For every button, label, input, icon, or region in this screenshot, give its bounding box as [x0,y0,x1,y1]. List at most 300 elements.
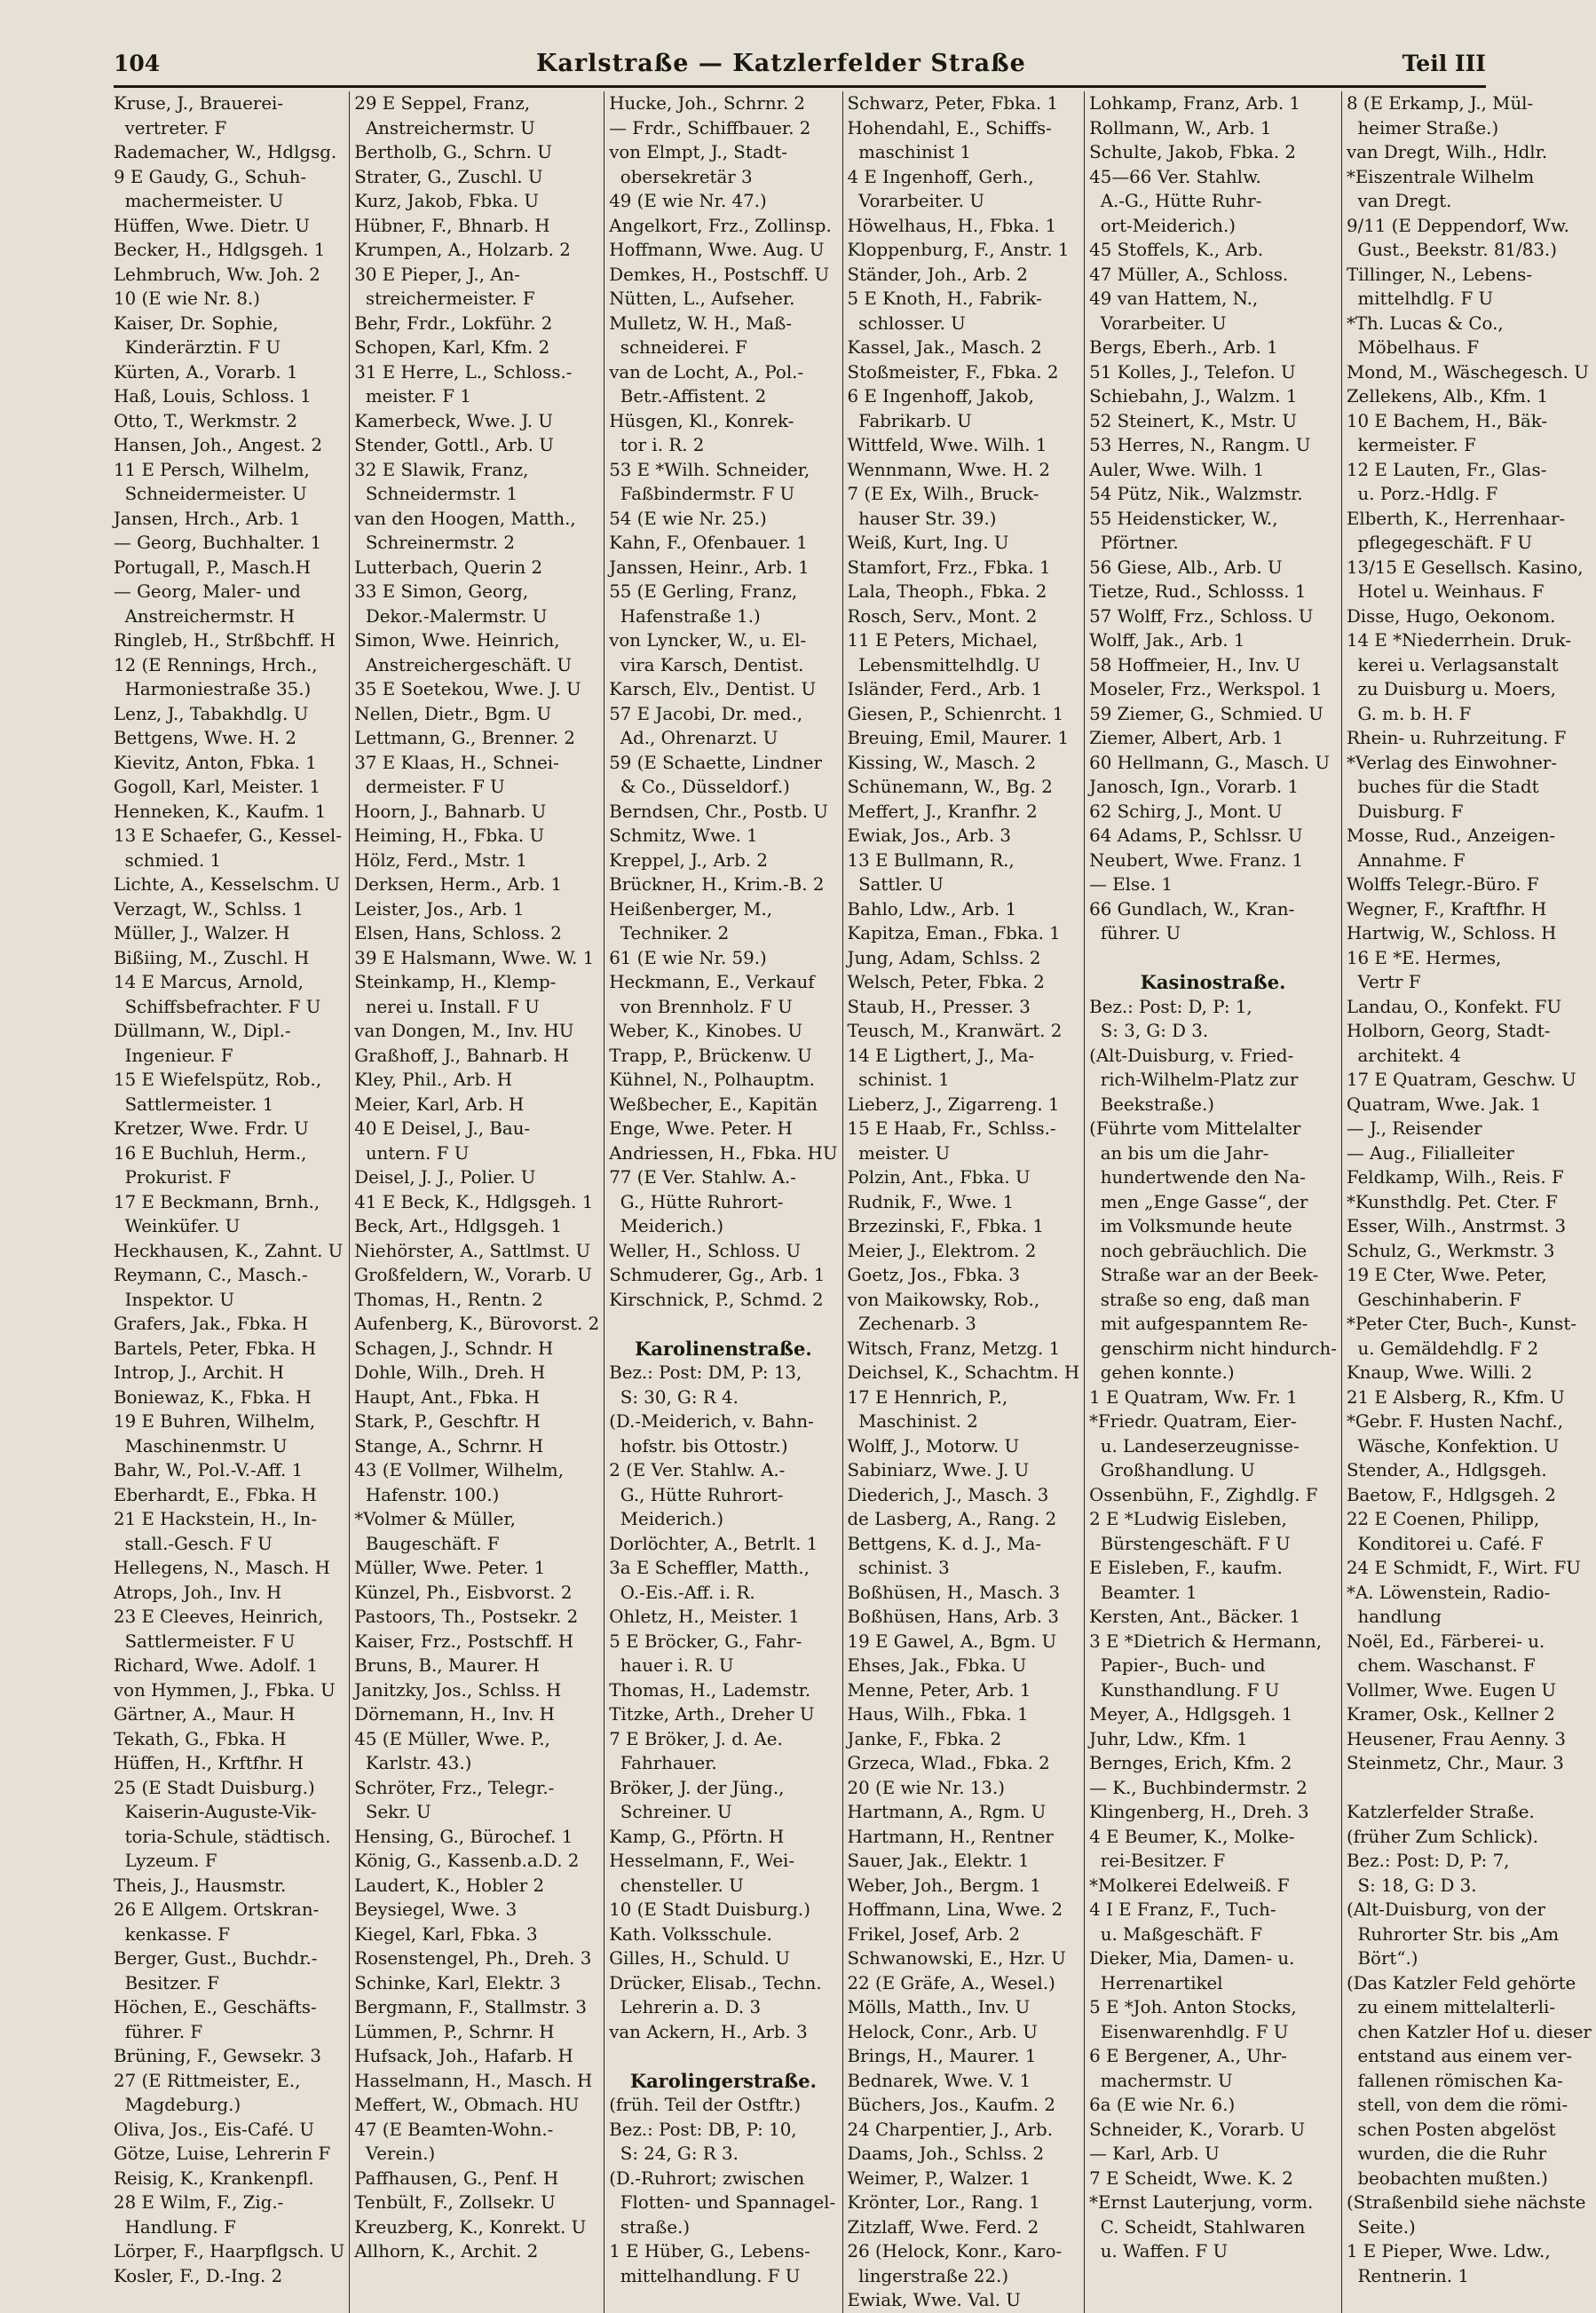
directory-entry: van Dregt. [1346,191,1452,211]
directory-entry: Wennmann, Wwe. H. 2 [847,459,1050,480]
directory-entry: 1 E Pieper, Wwe. Ldw., [1346,2241,1551,2262]
directory-entry: 56 Giese, Alb., Arb. U [1089,557,1283,578]
directory-entry: Laudert, K., Hobler 2 [354,1875,545,1896]
directory-entry: Kühnel, N., Polhauptm. [609,1070,815,1090]
directory-entry: Müller, Wwe. Peter. 1 [354,1558,546,1578]
directory-entry: S: 30, G: R 4. [609,1386,739,1408]
directory-entry: pflegegeschäft. F U [1346,533,1533,553]
directory-entry: *Ernst Lauterjung, vorm. [1089,2192,1314,2213]
directory-entry: streichermeister. F [354,288,535,309]
directory-entry: Breuing, Emil, Maurer. 1 [847,728,1070,748]
directory-entry: Zitzlaff, Wwe. Ferd. 2 [847,2216,1039,2238]
directory-entry: architekt. 4 [1346,1045,1461,1066]
directory-entry: Deisel, J. J., Polier. U [354,1167,536,1188]
directory-entry: untern. F U [354,1142,470,1164]
directory-entry: Beamter. 1 [1089,1582,1197,1603]
directory-entry: stell, von dem die römi- [1346,2095,1568,2115]
directory-entry [609,2044,837,2069]
directory-entry: Sattlermeister. 1 [114,1093,274,1115]
directory-entry: Schünemann, W., Bg. 2 [847,777,1053,797]
directory-entry: — Georg, Buchhalter. 1 [114,533,322,553]
directory-entry: Hübner, F., Bhnarb. H [354,215,550,236]
directory-entry: Graßhoff, J., Bahnarb. H [354,1045,569,1066]
directory-entry: 5 E Bröcker, G., Fahr- [609,1630,802,1652]
directory-entry: hauser Str. 39.) [847,508,997,529]
directory-entry: Lyzeum. F [114,1851,217,1871]
directory-entry: 12 E Lauten, Fr., Glas- [1346,459,1547,480]
directory-entry: Brzezinski, F., Fbka. 1 [847,1216,1045,1236]
directory-entry: ort-Meiderich.) [1089,215,1236,236]
directory-entry: A.-G., Hütte Ruhr- [1089,191,1262,211]
directory-entry: — J., Reisender [1346,1118,1482,1139]
directory-entry: 41 E Beck, K., Hdlgsgeh. 1 [354,1191,594,1212]
directory-entry: Maschinist. 2 [847,1411,978,1432]
directory-entry: Bahlo, Ldw., Arb. 1 [847,898,1017,920]
directory-entry: Kamerbeck, Wwe. J. U [354,410,553,431]
directory-entry: *Molkerei Edelweiß. F [1089,1875,1290,1896]
directory-entry: im Volksmunde heute [1089,1216,1292,1236]
directory-entry: Schiffsbefrachter. F U [114,996,321,1017]
directory-entry: Weber, Joh., Bergm. 1 [847,1875,1041,1896]
directory-entry: Kersten, Ant., Bäcker. 1 [1089,1606,1301,1627]
directory-entry: Schiebahn, J., Walzm. 1 [1089,386,1298,407]
directory-entry: Heiming, H., Fbka. U [354,825,545,846]
directory-entry: 24 E Schmidt, F., Wirt. FU [1346,1558,1581,1578]
directory-entry: Bertholb, G., Schrn. U [354,142,552,162]
directory-entry: an bis um die Jahr- [1089,1142,1269,1164]
directory-entry: *Th. Lucas & Co., [1346,312,1504,334]
directory-entry: Hohendahl, E., Schiffs- [847,117,1052,138]
directory-entry: Sattlermeister. F U [114,1630,296,1652]
directory-entry [609,1312,837,1337]
directory-entry: E Eisleben, F., kaufm. [1089,1558,1283,1578]
directory-entry: dermeister. F U [354,777,505,797]
directory-entry: Wolffs Telegr.-Büro. F [1346,874,1539,895]
directory-entry: schlosser. U [847,312,966,334]
directory-entry: Duisburg. F [1346,801,1464,822]
directory-entry: Kinderärztin. F U [114,337,281,358]
directory-entry: *Gebr. F. Husten Nachf., [1346,1411,1564,1432]
directory-entry: 47 (E Beamten-Wohn.- [354,2119,554,2140]
directory-entry: Hüffen, H., Krftfhr. H [114,1753,304,1773]
directory-entry: Kurz, Jakob, Fbka. U [354,191,540,211]
directory-entry: Magdeburg.) [114,2095,241,2115]
directory-entry: 3a E Scheffler, Matth., [609,1558,810,1578]
directory-entry: 16 E Buchluh, Herm., [114,1142,307,1164]
directory-entry: de Lasberg, A., Rang. 2 [847,1509,1057,1529]
directory-entry: Baetow, F., Hdlgsgeh. 2 [1346,1484,1556,1505]
directory-entry: Schopen, Karl, Kfm. 2 [354,337,550,358]
directory-entry: Heckmann, E., Verkauf [609,972,815,992]
directory-entry: hauer i. R. U [609,1655,734,1676]
directory-entry: 2 E *Ludwig Eisleben, [1089,1509,1287,1529]
directory-entry: S: 24, G: R 3. [609,2143,739,2164]
directory-entry: meister. F 1 [354,386,471,407]
directory-entry: — Karl, Arb. U [1089,2143,1220,2164]
directory-entry: Anstreichermstr. U [354,117,535,138]
directory-entry: 11 E Persch, Wilhelm, [114,459,310,480]
directory-entry: lingerstraße 22.) [847,2265,1009,2286]
directory-entry: Hüffen, Wwe. Dietr. U [114,215,310,236]
directory-entry: 4 E Ingenhoff, Gerh., [847,166,1034,187]
directory-entry: Janosch, Ign., Vorarb. 1 [1089,777,1300,797]
directory-entry: Neubert, Wwe. Franz. 1 [1089,849,1304,871]
directory-entry: 57 Wolff, Frz., Schloss. U [1089,605,1314,627]
directory-entry: Hufsack, Joh., Hafarb. H [354,2046,573,2066]
directory-entry: 9 E Gaudy, G., Schuh- [114,166,307,187]
directory-entry: Stange, A., Schrnr. H [354,1435,544,1456]
directory-entry: Verzagt, W., Schlss. 1 [114,898,304,920]
directory-entry: Grafers, Jak., Fbka. H [114,1314,308,1334]
directory-entry: van Ackern, H., Arb. 3 [609,2021,808,2042]
directory-entry: 17 E Beckmann, Brnh., [114,1191,320,1212]
directory-entry: u. Gemäldehdlg. F 2 [1346,1338,1539,1359]
directory-entry: 10 (E Stadt Duisburg.) [609,1899,810,1920]
directory-entry: 7 E Scheidt, Wwe. K. 2 [1089,2167,1293,2189]
directory-entry: Kapitza, Eman., Fbka. 1 [847,923,1061,943]
directory-entry: Schmuderer, Gg., Arb. 1 [609,1265,826,1285]
directory-entry: 53 Herres, N., Rangm. U [1089,435,1311,455]
directory-entry: Heusener, Frau Aenny. 3 [1346,1728,1566,1749]
directory-entry: Helock, Conr., Arb. U [847,2021,1038,2042]
directory-entry: Isländer, Ferd., Arb. 1 [847,679,1043,699]
directory-entry: 7 (E Ex, Wilh., Bruck- [847,484,1039,504]
directory-entry: Schinke, Karl, Elektr. 3 [354,1972,561,1993]
directory-entry: 30 E Pieper, J., An- [354,264,520,285]
directory-entry: führer. F [114,2021,203,2042]
directory-entry: Lehmbruch, Ww. Joh. 2 [114,264,320,285]
directory-entry: genschirm nicht hindurch- [1089,1338,1337,1359]
directory-entry: Brings, H., Maurer. 1 [847,2046,1037,2066]
directory-entry [1089,946,1337,971]
directory-entry: Rentnerin. 1 [1346,2265,1469,2286]
directory-entry: Boßhüsen, H., Masch. 3 [847,1582,1061,1603]
directory-entry: straße so eng, daß man [1089,1289,1310,1310]
directory-entry: Brüning, F., Gewsekr. 3 [114,2046,322,2066]
directory-entry: Lörper, F., Haarpflgsch. U [114,2241,345,2262]
directory-entry: van Dongen, M., Inv. HU [354,1021,574,1041]
directory-entry: Schneider, K., Vorarb. U [1089,2119,1306,2140]
directory-entry: Theis, J., Hausmstr. [114,1875,287,1896]
directory-entry: Niehörster, A., Sattlmst. U [354,1240,591,1261]
directory-entry: Ewiak, Wwe. Val. U [847,2290,1021,2310]
directory-entry: 58 Hoffmeier, H., Inv. U [1089,654,1300,675]
directory-entry: Ohletz, H., Meister. 1 [609,1606,800,1627]
directory-entry: kerei u. Verlagsanstalt [1346,654,1559,675]
directory-entry: Pastoors, Th., Postsekr. 2 [354,1606,579,1627]
directory-entry: 31 E Herre, L., Schloss.- [354,361,573,383]
directory-entry: 15 E Haab, Fr., Schlss.- [847,1118,1056,1139]
directory-entry: Enge, Wwe. Peter. H [609,1118,793,1139]
directory-entry: — Else. 1 [1089,874,1173,895]
directory-entry: *Eiszentrale Wilhelm [1346,166,1535,187]
directory-entry: Gust., Beekstr. 81/83.) [1346,240,1557,260]
directory-entry: Schreiner. U [609,1802,732,1822]
directory-entry: Bahr, W., Pol.-V.-Aff. 1 [114,1460,304,1480]
directory-column-3 [604,91,841,2313]
directory-entry: Haupt, Ant., Fbka. H [354,1386,541,1408]
directory-entry: S: 18, G: D 3. [1346,1875,1477,1896]
directory-entry: Bez.: Post: D, P: 7, [1346,1851,1510,1871]
directory-entry: 39 E Halsmann, Wwe. W. 1 [354,947,595,968]
directory-entry: Rademacher, W., Hdlgsg. [114,142,337,162]
directory-entry: *Verlag des Einwohner- [1346,752,1558,773]
directory-entry: Gärtner, A., Maur. H [114,1704,296,1725]
directory-entry: Heckhausen, K., Zahnt. U [114,1240,344,1261]
directory-entry: Lettmann, G., Brenner. 2 [354,728,575,748]
directory-entry: Stender, Gottl., Arb. U [354,435,554,455]
directory-entry: 53 E *Wilh. Schneider, [609,459,810,480]
directory-column-5 [1084,91,1341,2313]
directory-entry: Bettgens, K. d. J., Ma- [847,1533,1042,1554]
directory-entry: Krönter, Lor., Rang. 1 [847,2192,1040,2213]
directory-entry: Großfeldern, W., Vorarb. U [354,1265,592,1285]
directory-entry: Stark, P., Geschftr. H [354,1411,541,1432]
directory-entry: 55 (E Gerling, Franz, [609,581,798,602]
directory-entry: Deichsel, K., Schachtm. H [847,1362,1080,1383]
directory-entry: Kassel, Jak., Masch. 2 [847,337,1042,358]
directory-entry: Wolff, J., Motorw. U [847,1435,1020,1456]
directory-entry: (Das Katzler Feld gehörte [1346,1972,1576,1993]
directory-entry: Hotel u. Weinhaus. F [1346,581,1545,602]
directory-entry: Bröker, J. der Jüng., [609,1777,785,1798]
directory-entry: Diederich, J., Masch. 3 [847,1484,1049,1505]
directory-entry: Kreuzberg, K., Konrekt. U [354,2216,587,2238]
directory-entry: Höchen, E., Geschäfts- [114,1997,317,2017]
directory-entry: 60 Hellmann, G., Masch. U [1089,752,1331,773]
directory-entry: Frikel, Josef, Arb. 2 [847,1923,1021,1945]
directory-entry: Zechenarb. 3 [847,1314,976,1334]
directory-entry: (Führte vom Mittelalter [1089,1118,1301,1139]
directory-entry: Wittfeld, Wwe. Wilh. 1 [847,435,1047,455]
directory-entry: (D.-Meiderich, v. Bahn- [609,1411,814,1432]
directory-entry: Vertr F [1346,972,1421,992]
directory-entry: Mosse, Rud., Anzeigen- [1346,825,1556,846]
directory-entry: Hoffmann, Lina, Wwe. 2 [847,1899,1063,1920]
directory-entry: kenkasse. F [114,1923,231,1945]
directory-entry: Elberth, K., Herrenhaar- [1346,508,1566,529]
directory-entry: Stamfort, Frz., Fbka. 1 [847,557,1051,578]
directory-entry: 55 Heidensticker, W., [1089,508,1278,529]
directory-entry: G. m. b. H. F [1346,703,1472,724]
directory-entry: Meier, Karl, Arb. H [354,1093,525,1115]
directory-entry: u. Porz.-Hdlg. F [1346,484,1498,504]
directory-entry: 10 E Bachem, H., Bäk- [1346,410,1548,431]
directory-entry: von Maikowsky, Rob., [847,1289,1040,1310]
directory-entry: von Lyncker, W., u. El- [609,630,807,651]
directory-entry: Eberhardt, E., Fbka. H [114,1484,317,1505]
directory-entry: — Frdr., Schiffbauer. 2 [609,117,811,138]
directory-entry: Nellen, Dietr., Bgm. U [354,703,552,724]
directory-entry: Meiderich.) [609,1216,724,1236]
directory-entry: (früher Zum Schlick). [1346,1826,1538,1847]
directory-entry: Kramer, Osk., Kellner 2 [1346,1704,1555,1725]
directory-entry: toria-Schule, städtisch. [114,1826,331,1847]
directory-entry: 6 E Ingenhoff, Jakob, [847,386,1034,407]
directory-entry: Giesen, P., Schienrcht. 1 [847,703,1064,724]
directory-entry: Sauer, Jak., Elektr. 1 [847,1851,1030,1871]
directory-entry: Müller, J., Walzer. H [114,923,290,943]
directory-entry: wurden, die die Ruhr [1346,2143,1547,2164]
directory-entry: Bez.: Post: DB, P: 10, [609,2119,797,2140]
directory-entry: Verein.) [354,2143,436,2164]
directory-entry: Weber, K., Kinobes. U [609,1021,803,1041]
directory-entry: von Brennholz. F U [609,996,793,1017]
directory-entry: König, G., Kassenb.a.D. 2 [354,1851,580,1871]
directory-entry: 1 E Quatram, Ww. Fr. 1 [1089,1386,1298,1408]
directory-entry: Kunsthandlung. F U [1089,1679,1280,1701]
directory-entry: Lieberz, J., Zigarreng. 1 [847,1093,1060,1115]
directory-entry: Bürstengeschäft. F U [1089,1533,1291,1554]
directory-entry: Introp, J., Archit. H [114,1362,285,1383]
directory-entry: Betr.-Affistent. 2 [609,386,767,407]
directory-entry: 12 (E Rennings, Hrch., [114,654,318,675]
directory-entry: Kley, Phil., Arb. H [354,1070,512,1090]
directory-entry: — Georg, Maler- und [114,581,301,602]
directory-entry: Andriessen, H., Fbka. HU [609,1142,838,1164]
directory-entry: 7 E Bröker, J. d. Ae. [609,1728,783,1749]
page-header [114,50,1486,88]
directory-entry: Strater, G., Zuschl. U [354,166,543,187]
directory-entry: Richard, Wwe. Adolf. 1 [114,1655,319,1676]
directory-entry: Ringleb, H., Strßbchff. H [114,630,336,651]
directory-entry: *Kunsthdlg. Pet. Cter. F [1346,1191,1558,1212]
directory-entry: 8 (E Erkamp, J., Mül- [1346,93,1534,114]
directory-entry: Beysiegel, Wwe. 3 [354,1899,518,1920]
directory-entry: Schwanowski, E., Hzr. U [847,1948,1066,1969]
directory-entry: 49 (E wie Nr. 47.) [609,191,767,211]
directory-entry: Nütten, L., Aufseher. [609,288,795,309]
directory-entry: Papier-, Buch- und [1089,1655,1266,1676]
directory-entry: Berger, Gust., Buchdr.- [114,1948,318,1969]
directory-entry: Maschinenmstr. U [114,1435,288,1456]
directory-entry: Lümmen, P., Schrnr. H [354,2021,555,2042]
directory-entry: Kissing, W., Masch. 2 [847,752,1037,773]
directory-entry: tor i. R. 2 [609,435,705,455]
directory-entry: Schreinermstr. 2 [354,533,515,553]
directory-entry: Dörnemann, H., Inv. H [354,1704,555,1725]
directory-entry: Lichte, A., Kesselschm. U [114,874,340,895]
directory-entry: Lala, Theoph., Fbka. 2 [847,581,1047,602]
directory-entry: Weinküfer. U [114,1216,241,1236]
directory-entry: Sattler. U [847,874,944,895]
directory-entry: *Friedr. Quatram, Eier- [1089,1411,1297,1432]
directory-entry: Haus, Wilh., Fbka. 1 [847,1704,1029,1725]
directory-entry: Hafenstraße 1.) [609,605,761,627]
directory-entry: Aufenberg, K., Bürovorst. 2 [354,1314,600,1334]
directory-entry: Drücker, Elisab., Techn. [609,1972,822,1993]
directory-entry: straße.) [609,2216,691,2238]
directory-entry: Bißiing, M., Zuschl. H [114,947,310,968]
directory-entry: Brückner, H., Krim.-B. 2 [609,874,825,895]
directory-entry: 13 E Bullmann, R., [847,849,1015,871]
directory-entry: gehen konnte.) [1089,1362,1235,1383]
directory-entry: Reymann, C., Masch.- [114,1265,308,1285]
directory-entry: hundertwende den Na- [1089,1167,1306,1188]
directory-entry: obersekretär 3 [609,166,753,187]
directory-entry: 37 E Klaas, H., Schnei- [354,752,559,773]
directory-entry: 21 E Alsberg, R., Kfm. U [1346,1386,1565,1408]
directory-entry: Bergs, Eberh., Arb. 1 [1089,337,1278,358]
directory-entry: (D.-Ruhrort; zwischen [609,2167,805,2189]
directory-entry: 54 Pütz, Nik., Walzmstr. [1089,484,1303,504]
directory-entry: men „Enge Gasse“, der [1089,1191,1308,1212]
directory-entry: 33 E Simon, Georg, [354,581,529,602]
directory-entry: Hensing, G., Bürochef. 1 [354,1826,573,1847]
directory-entry: Atrops, Joh., Inv. H [114,1582,282,1603]
directory-entry: 66 Gundlach, W., Kran- [1089,898,1295,920]
directory-entry: stall.-Gesch. F U [114,1533,273,1554]
directory-entry: vertreter. F [114,117,227,138]
directory-entry: Sekr. U [354,1802,431,1822]
directory-entry: 11 E Peters, Michael, [847,630,1039,651]
directory-entry: Hölz, Ferd., Mstr. 1 [354,849,527,871]
directory-entry: Kreppel, J., Arb. 2 [609,849,768,871]
directory-entry: Zellekens, Alb., Kfm. 1 [1346,386,1549,407]
directory-entry: 45 (E Müller, Wwe. P., [354,1728,550,1749]
directory-entry: maschinist 1 [847,142,971,162]
directory-entry: C. Scheidt, Stahlwaren [1089,2216,1306,2238]
directory-entry: Kruse, J., Brauerei- [114,93,284,114]
directory-entry: entstand aus einem ver- [1346,2046,1573,2066]
street-heading: Karolingerstraße. [629,2069,817,2092]
directory-entry: 5 E Knoth, H., Fabrik- [847,288,1042,309]
directory-entry: Rosenstengel, Ph., Dreh. 3 [354,1948,592,1969]
directory-entry: Mölls, Matth., Inv. U [847,1997,1031,2017]
directory-entry: Dohle, Wilh., Dreh. H [354,1362,546,1383]
directory-entry: vira Karsch, Dentist. [609,654,804,675]
directory-entry: Schulz, G., Werkmstr. 3 [1346,1240,1555,1261]
directory-entry: Seite.) [1346,2216,1416,2238]
directory-entry: 13 E Schaefer, G., Kessel- [114,825,342,846]
directory-entry: Kaiser, Dr. Sophie, [114,312,279,334]
directory-entry: Straße war an der Beek- [1089,1265,1319,1285]
directory-entry: Ingenieur. F [114,1045,233,1066]
directory-column-4 [842,91,1085,2313]
directory-entry: Teusch, M., Kranwärt. 2 [847,1021,1063,1041]
directory-entry: u. Waffen. F U [1089,2241,1229,2262]
directory-entry: Rollmann, W., Arb. 1 [1089,117,1272,138]
directory-entry: 6 E Bergener, A., Uhr- [1089,2046,1287,2066]
directory-entry: Ständer, Joh., Arb. 2 [847,264,1028,285]
directory-entry: Mond, M., Wäschegesch. U [1346,361,1589,383]
directory-entry: Esser, Wilh., Anstrmst. 3 [1346,1216,1567,1236]
directory-entry: Düllmann, W., Dipl.- [114,1021,291,1041]
directory-entry: Götze, Luise, Lehrerin F [114,2143,331,2164]
directory-entry: Ad., Ohrenarzt. U [609,728,778,748]
directory-entry: Vorarbeiter. U [1089,312,1227,334]
directory-entry: Daams, Joh., Schlss. 2 [847,2143,1045,2164]
directory-entry: *Peter Cter, Buch-, Kunst- [1346,1314,1576,1334]
directory-entry: Derksen, Herm., Arb. 1 [354,874,563,895]
directory-entry: Bettgens, Wwe. H. 2 [114,728,296,748]
directory-entry: 17 E Hennrich, P., [847,1386,1008,1408]
directory-entry: chensteller. U [609,1875,744,1896]
directory-entry: Vollmer, Wwe. Eugen U [1346,1679,1557,1701]
directory-entry: (Alt-Duisburg, v. Fried- [1089,1045,1294,1066]
directory-entry: Kamp, G., Pförtn. H [609,1826,785,1847]
directory-entry: (Alt-Duisburg, von der [1346,1899,1546,1920]
directory-entry: Schmitz, Wwe. 1 [609,825,758,846]
directory-entry: Portugall, P., Masch.H [114,557,311,578]
directory-entry: 64 Adams, P., Schlssr. U [1089,825,1303,846]
directory-entry: Techniker. 2 [609,923,730,943]
directory-entry: Vorarbeiter. U [847,191,985,211]
directory-entry: Dieker, Mia, Damen- u. [1089,1948,1295,1969]
directory-entry: 61 (E wie Nr. 59.) [609,947,767,968]
directory-entry: Möbelhaus. F [1346,337,1480,358]
directory-entry: Bergmann, F., Stallmstr. 3 [354,1997,587,2017]
